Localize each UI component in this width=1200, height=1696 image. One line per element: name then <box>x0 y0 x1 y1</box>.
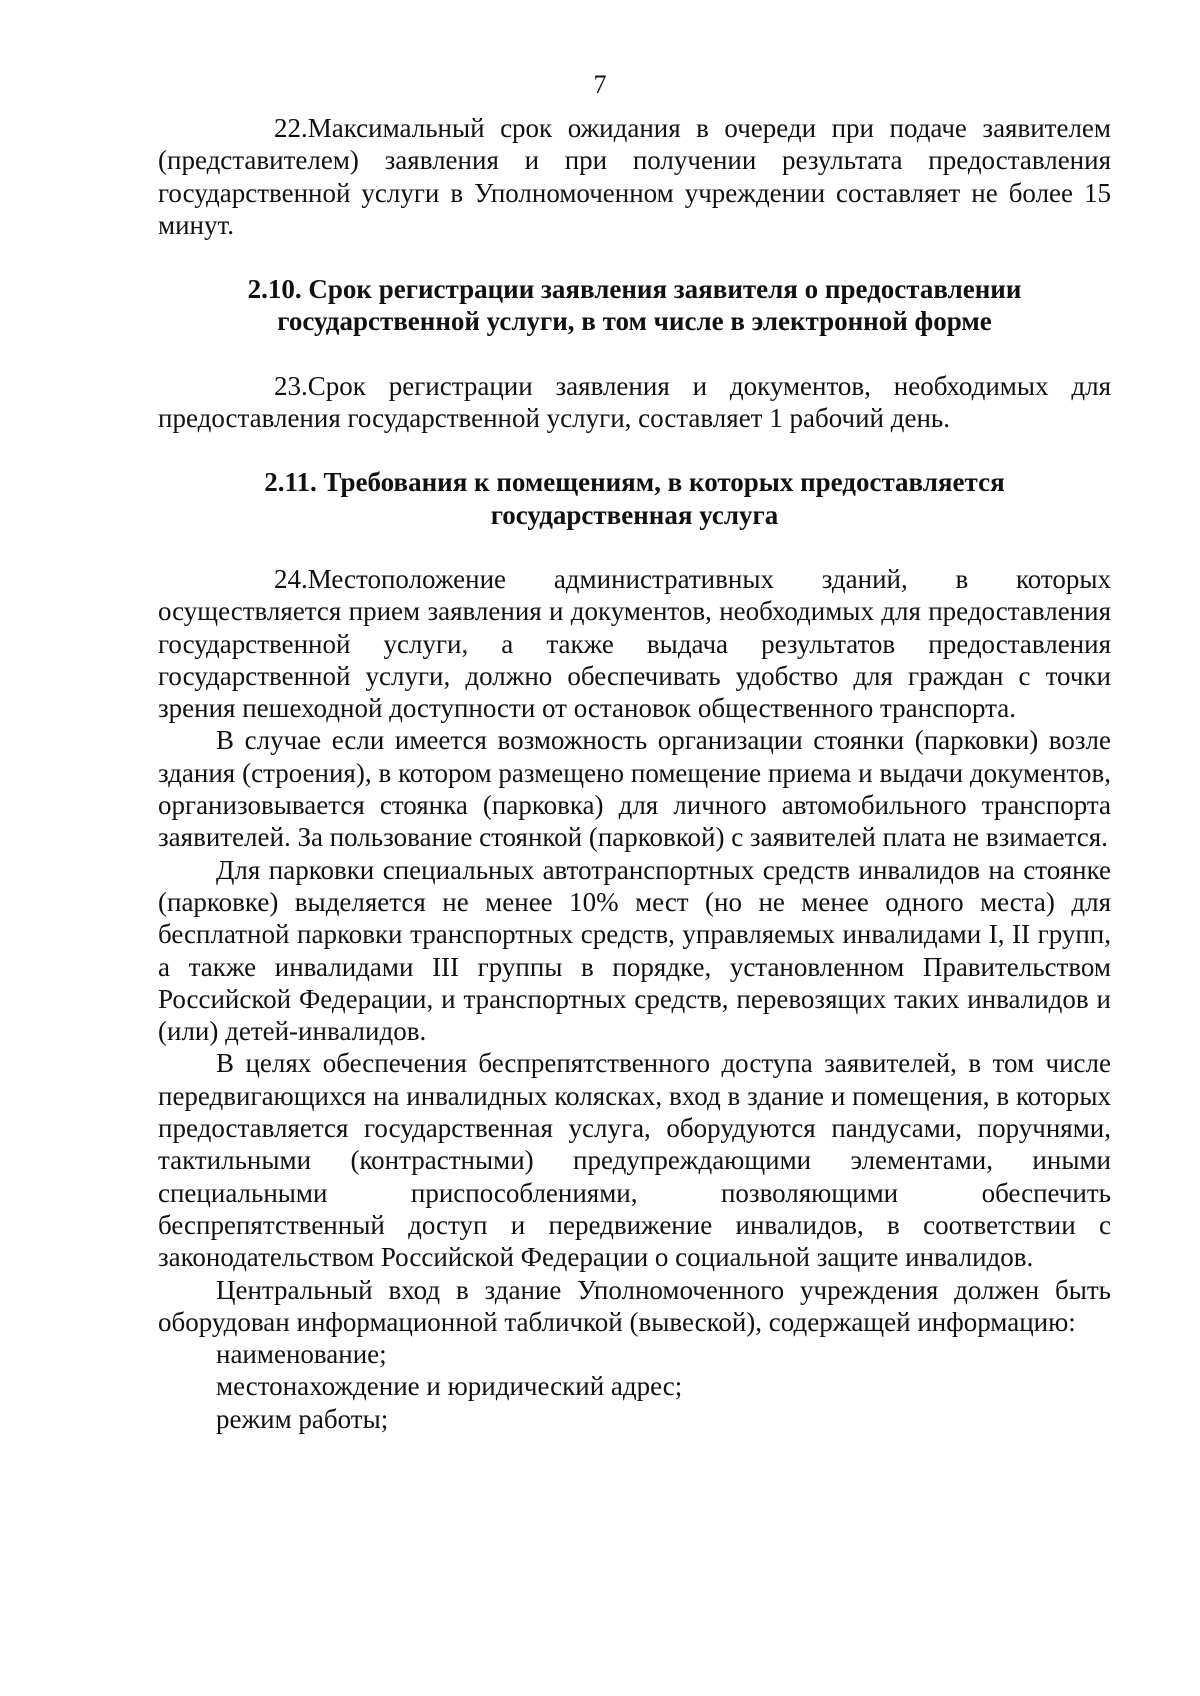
paragraph-entrance: Центральный вход в здание Уполномоченного учреждения должен быть оборудован информационной табличкой (вывеской), содержащей информацию: <box>158 1274 1111 1337</box>
section-heading-2-11 <box>158 466 1111 531</box>
paragraph-text: Местоположение административных зданий, в которых осуществляется прием заявления и документов, необходимых для предоставления государственной услуги, а также выдача результатов предоставления государственной услуги, должно обеспечивать удобство для граждан с точки зрения пешеходной доступности от остановок общественного транспорта. <box>158 563 1111 724</box>
paragraph-parking: В случае если имеется возможность организации стоянки (парковки) возле здания (строения), в котором размещено помещение приема и выдачи документов, организовывается стоянка (парковка) для личного автомобильного транспорта заявителей. За пользование стоянкой (парковкой) с заявителей плата не взимается. <box>158 725 1111 853</box>
section-heading-2-10 <box>158 273 1111 338</box>
paragraph-text: Срок регистрации заявления и документов, необходимых для предоставления государственной услуги, составляет 1 рабочий день. <box>158 370 1111 434</box>
heading-line: государственной услуги, в том числе в электронной форме <box>277 306 992 337</box>
paragraph-number: 24. <box>274 563 308 594</box>
heading-line: 2.11. Требования к помещениям, в которых предоставляется <box>264 467 1005 498</box>
page-number: 7 <box>593 70 607 99</box>
list-item: наименование; <box>216 1339 387 1370</box>
paragraph-23 <box>158 370 1111 435</box>
paragraph-number: 22. <box>274 113 308 143</box>
paragraph-24 <box>158 563 1111 724</box>
paragraph-22 <box>158 112 1111 241</box>
heading-line: государственная услуга <box>490 499 779 530</box>
list-item: местонахождение и юридический адрес; <box>216 1371 683 1402</box>
paragraph-number: 23. <box>274 370 308 401</box>
document-body <box>158 112 1111 1435</box>
paragraph-disabled-parking: Для парковки специальных автотранспортных средств инвалидов на стоянке (парковке) выделяется не менее 10% мест (но не менее одного места) для бесплатной парковки транспортных средств, управляемых инвалидами I, II групп, а также инвалидами III группы в порядке, установленном Правительством Российской Федерации, и транспортных средств, перевозящих таких инвалидов и (или) детей-инвалидов. <box>158 854 1111 1047</box>
list-item: режим работы; <box>216 1403 389 1434</box>
paragraph-accessibility: В целях обеспечения беспрепятственного доступа заявителей, в том числе передвигающихся на инвалидных колясках, вход в здание и помещения, в которых предоставляется государственная услуга, оборудуются пандусами, поручнями, тактильными (контрастными) предупреждающими элементами, иными специальными приспособлениями, позволяющими обеспечить беспрепятственный доступ и передвижение инвалидов, в соответствии с законодательством Российской Федерации о социальной защите инвалидов. <box>158 1048 1111 1273</box>
heading-line: 2.10. Срок регистрации заявления заявителя о предоставлении <box>247 274 1022 305</box>
paragraph-text: Максимальный срок ожидания в очереди при подаче заявителем (представителем) заявления и при получении результата предоставления государственной услуги в Уполномоченном учреждении составляет не более 15 минут. <box>158 113 1111 240</box>
